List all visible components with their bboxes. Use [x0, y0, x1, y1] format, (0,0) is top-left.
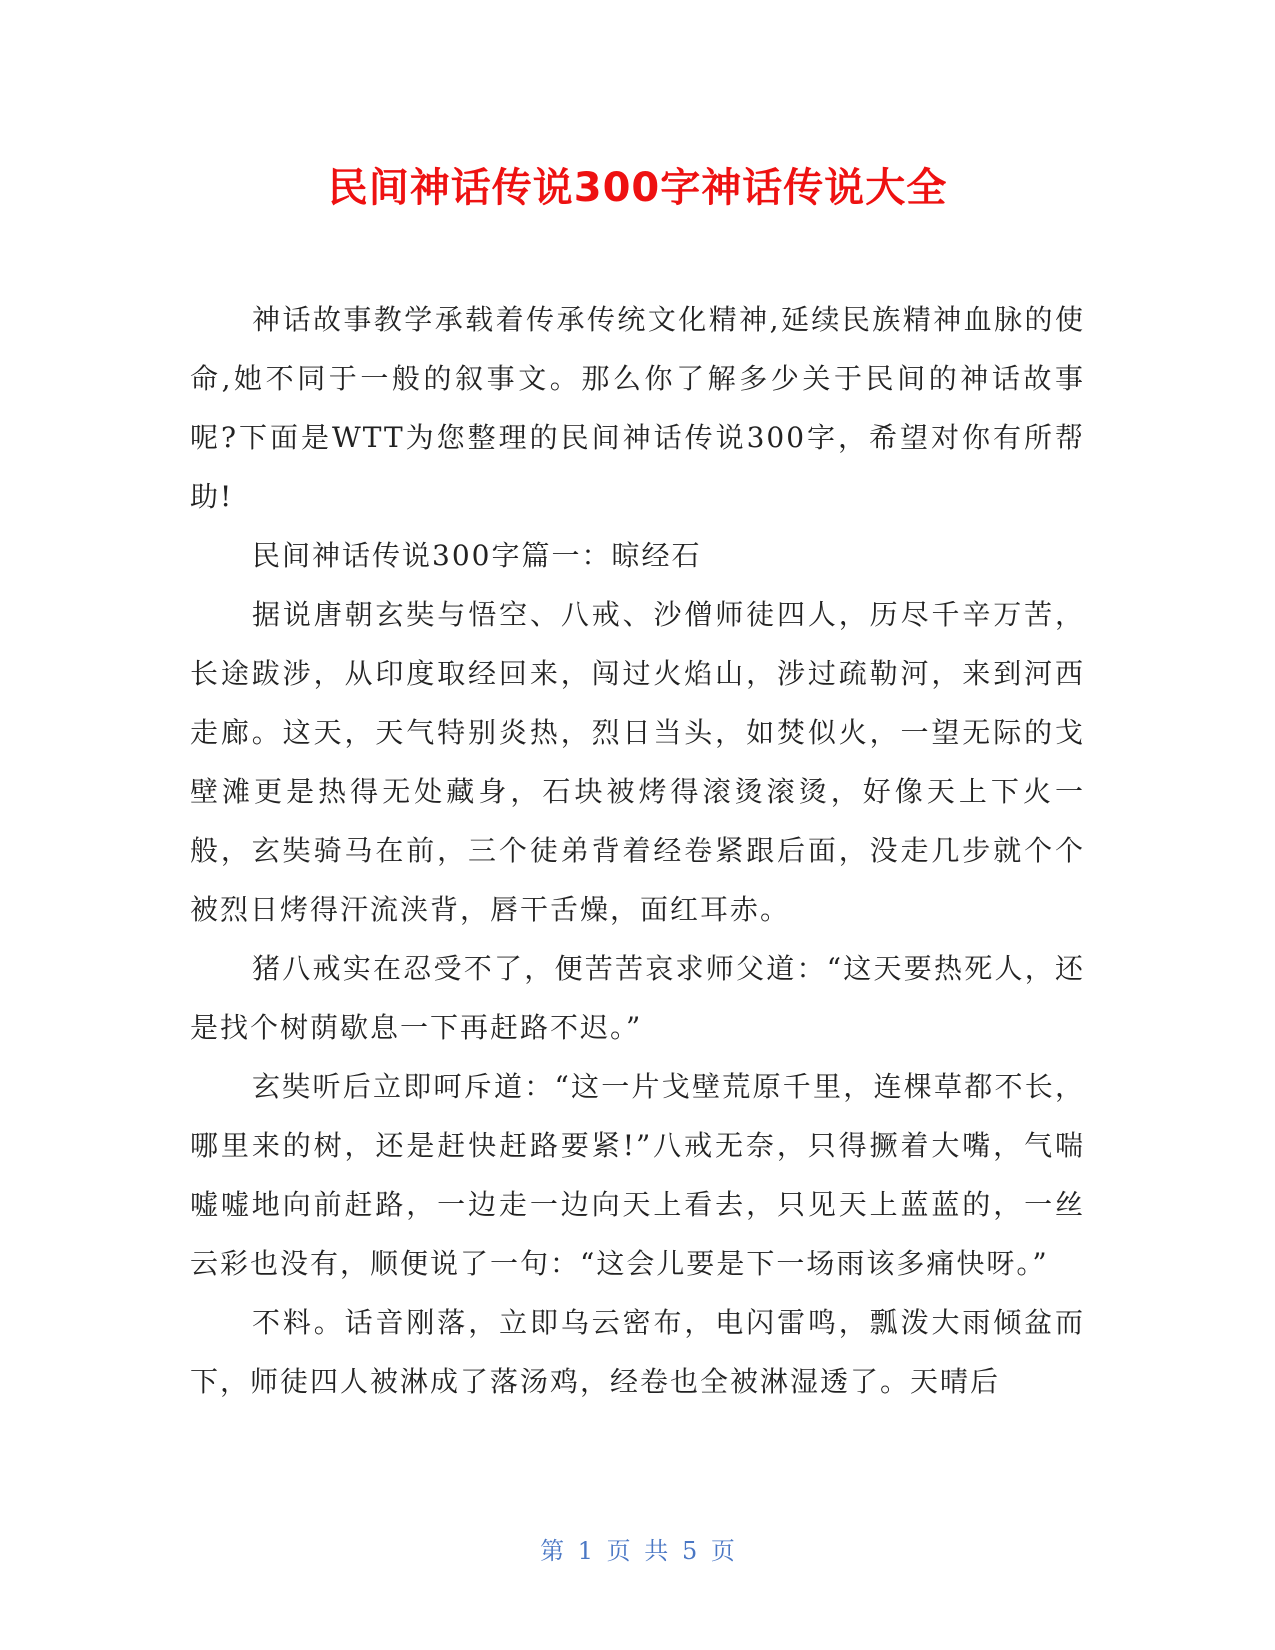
story-paragraph: 据说唐朝玄奘与悟空、八戒、沙僧师徒四人，历尽千辛万苦，长途跋涉，从印度取经回来，闯过火焰山，涉过疏勒河，来到河西走廊。这天，天气特别炎热，烈日当头，如焚似火，一望无际的戈壁滩更是热得无处藏身，石块被烤得滚烫滚烫，好像天上下火一般，玄奘骑马在前，三个徒弟背着经卷紧跟后面，没走几步就个个被烈日烤得汗流浃背，唇干舌燥，面红耳赤。: [190, 598, 1085, 926]
page-number-footer: 第 1 页 共 5 页: [540, 1537, 735, 1565]
section-heading: 民间神话传说300字篇一：晾经石: [252, 539, 702, 572]
story-paragraph: 玄奘听后立即呵斥道：“这一片戈壁荒原千里，连棵草都不长，哪里来的树，还是赶快赶路要紧!”八戒无奈，只得撅着大嘴，气喘嘘嘘地向前赶路，一边走一边向天上看去，只见天上蓝蓝的，一丝云彩也没有，顺便说了一句：“这会儿要是下一场雨该多痛快呀。”: [190, 1070, 1085, 1280]
story-paragraph: 猪八戒实在忍受不了，便苦苦哀求师父道：“这天要热死人，还是找个树荫歇息一下再赶路不迟。”: [190, 952, 1085, 1044]
intro-paragraph: 神话故事教学承载着传承传统文化精神,延续民族精神血脉的使命,她不同于一般的叙事文。那么你了解多少关于民间的神话故事呢?下面是WTT为您整理的民间神话传说300字，希望对你有所帮助!: [190, 303, 1085, 513]
document-title: 民间神话传说300字神话传说大全: [327, 165, 948, 211]
document-body: [190, 290, 1085, 1411]
story-paragraph: 不料。话音刚落，立即乌云密布，电闪雷鸣，瓢泼大雨倾盆而下，师徒四人被淋成了落汤鸡，经卷也全被淋湿透了。天晴后: [190, 1306, 1085, 1398]
